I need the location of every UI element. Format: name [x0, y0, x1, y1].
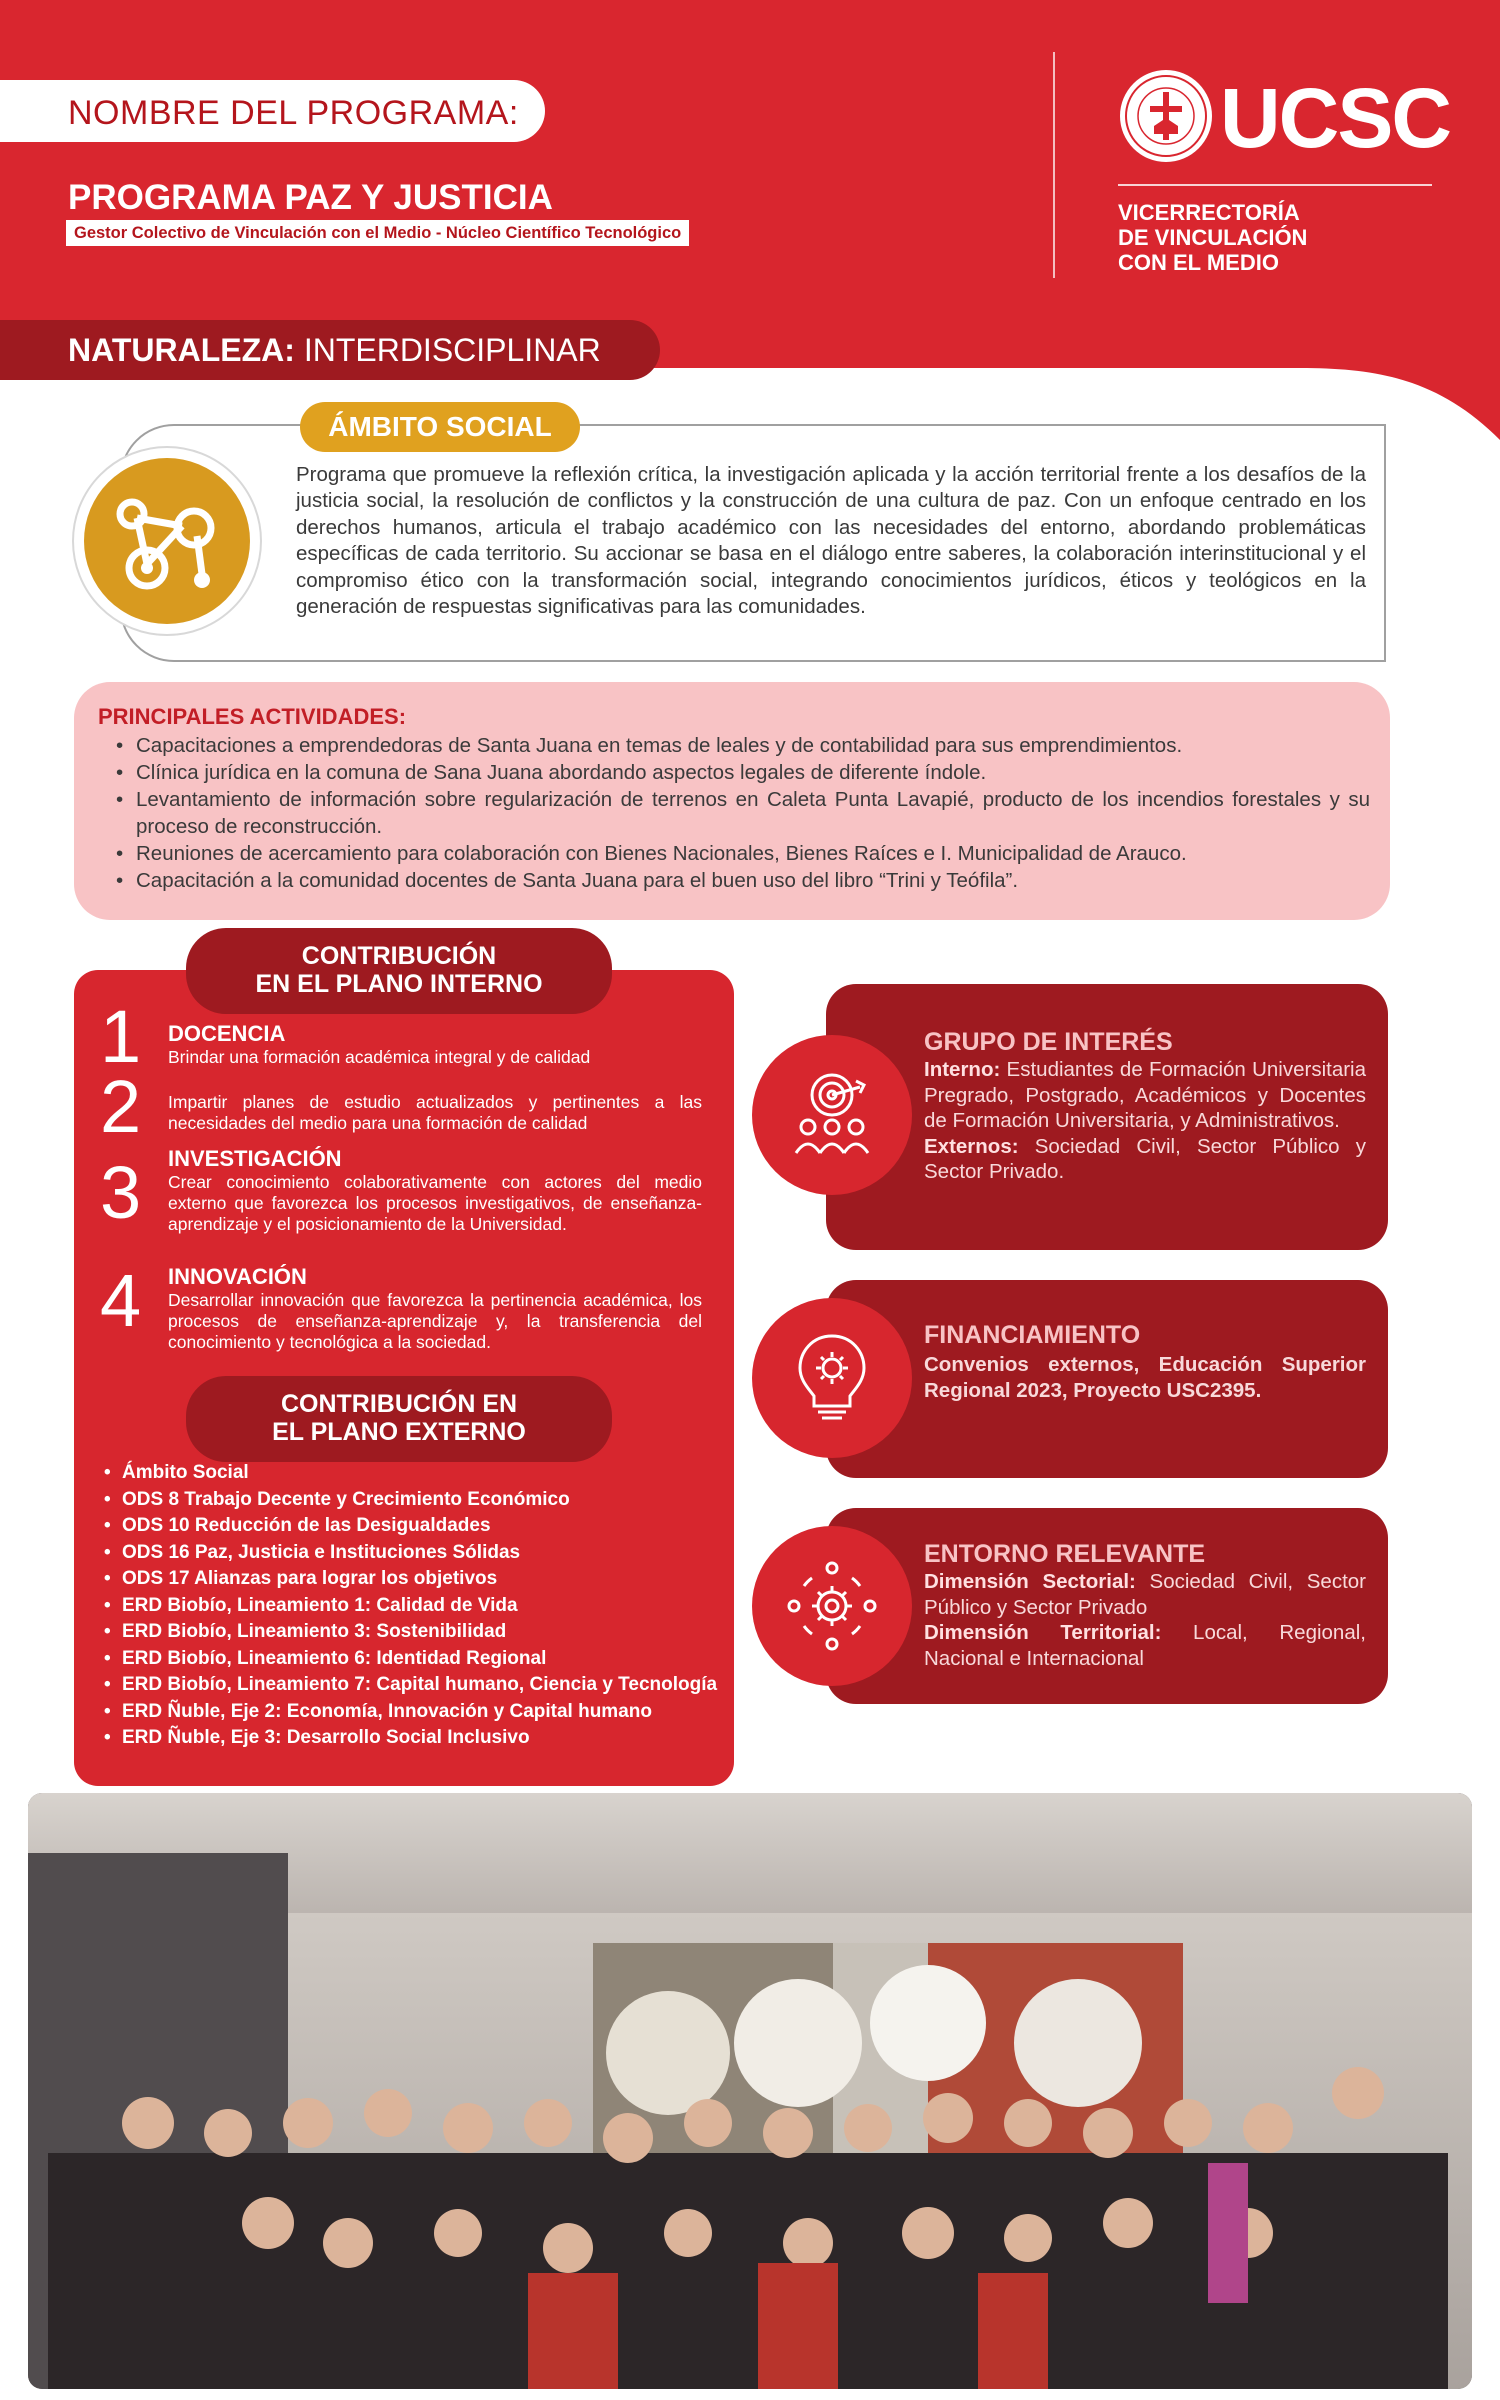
grupo-interes-title: GRUPO DE INTERÉS [924, 1028, 1173, 1056]
entorno-icon-circle [752, 1526, 912, 1686]
ambito-label-pill [300, 402, 580, 452]
docencia-text-2: Impartir planes de estudio actualizados y pertinentes a las necesidades del medio para una formación de calidad [168, 1092, 702, 1133]
lightbulb-gear-icon [782, 1328, 882, 1428]
list-item: • Capacitaciones a emprendedoras de Santa Juana en temas de leales y de contabilidad para sus emprendimientos. [110, 732, 1370, 759]
ambito-icon-circle [84, 458, 250, 624]
list-item: • ODS 16 Paz, Justicia e Instituciones Sólidas [104, 1540, 722, 1567]
financiamiento-icon-circle [752, 1298, 912, 1458]
financiamiento-title: FINANCIAMIENTO [924, 1321, 1141, 1349]
financiamiento-text: Convenios externos, Educación Superior Regional 2023, Proyecto USC2395. [924, 1353, 1366, 1402]
docencia-heading: DOCENCIA [168, 1021, 286, 1046]
grupo-externos-text: Sociedad Civil, Sector Público y Sector Privado. [924, 1134, 1366, 1183]
externo-title-line-1: CONTRIBUCIÓN EN [280, 1390, 518, 1418]
group-photo-illustration [28, 1793, 1472, 2389]
interno-title-line-2: EN EL PLANO INTERNO [255, 970, 543, 998]
program-label: NOMBRE DEL PROGRAMA: [68, 94, 519, 132]
vice-line-2: DE VINCULACIÓN [1118, 225, 1308, 250]
contribucion-interno-title [186, 928, 612, 1014]
actividades-list [110, 732, 1370, 894]
list-item: • ERD Biobío, Lineamiento 6: Identidad Regional [104, 1646, 722, 1673]
list-item: • ODS 17 Alianzas para lograr los objetivos [104, 1566, 722, 1593]
entorno-sectorial-label: Dimensión Sectorial: [924, 1570, 1136, 1593]
actividades-title: PRINCIPALES ACTIVIDADES: [98, 704, 407, 729]
grupo-interes-text [924, 1057, 1366, 1185]
list-item: • ERD Biobío, Lineamiento 3: Sostenibilidad [104, 1619, 722, 1646]
number-1: 1 [100, 995, 142, 1078]
entorno-sectorial-text: Sociedad Civil, Sector Público y Sector Privado [924, 1570, 1366, 1619]
program-label-pill [0, 80, 545, 142]
entorno-territorial-text: Local, Regional, Nacional e Internacional [924, 1621, 1366, 1670]
ambito-description: Programa que promueve la reflexión crítica, la investigación aplicada y la acción territorial frente a los desafíos de la justicia social, la resolución de conflictos y la construcción de una cultura de paz. Con un enfoque centrado en los derechos humanos, articula el trabajo académico con las necesidades del entorno, abordando problemáticas específicas de cada territorio. Su accionar se basa en el diálogo entre saberes, la colaboración interinstitucional y el compromiso ético con la transformación social, integrando conocimientos jurídicos, éticos y teológicos en la generación de respuestas significativas para las comunidades. [296, 463, 1366, 619]
list-item: • ODS 8 Trabajo Decente y Crecimiento Económico [104, 1487, 722, 1514]
logo-divider [1118, 184, 1432, 186]
list-item: • ODS 10 Reducción de las Desigualdades [104, 1513, 722, 1540]
ucsc-logo-text: UCSC [1220, 71, 1451, 165]
grupo-interno-text: Estudiantes de Formación Universitaria Pregrado, Postgrado, Académicos y Docentes de Formación Universitaria, y Administrativos. [924, 1058, 1366, 1132]
list-item: • ERD Biobío, Lineamiento 7: Capital humano, Ciencia y Tecnología [104, 1672, 722, 1699]
interno-title-line-1: CONTRIBUCIÓN [301, 942, 497, 970]
docencia-text: Brindar una formación académica integral y de calidad [168, 1047, 591, 1067]
entorno-title: ENTORNO RELEVANTE [924, 1540, 1206, 1568]
naturaleza-value: INTERDISCIPLINAR [294, 332, 601, 368]
innovacion-text: Desarrollar innovación que favorezca la pertinencia académica, los procesos de enseñanza-aprendizaje y, la transferencia del conocimiento y tecnológica a la sociedad. [168, 1290, 702, 1352]
ambito-label: ÁMBITO SOCIAL [328, 411, 552, 442]
contribucion-externo-title [186, 1376, 612, 1462]
header-divider [1053, 52, 1055, 278]
group-photo [28, 1793, 1472, 2389]
list-item: • ERD Ñuble, Eje 2: Economía, Innovación y Capital humano [104, 1699, 722, 1726]
externo-title-line-2: EL PLANO EXTERNO [272, 1418, 526, 1446]
list-item: • ERD Ñuble, Eje 3: Desarrollo Social Inclusivo [104, 1725, 722, 1752]
list-item: • Ámbito Social [104, 1460, 722, 1487]
list-item: • Reuniones de acercamiento para colaboración con Bienes Nacionales, Bienes Raíces e I. Municipalidad de Arauco. [110, 840, 1370, 867]
grupo-icon-circle [752, 1035, 912, 1195]
innovacion-heading: INNOVACIÓN [168, 1264, 307, 1289]
list-item: • Capacitación a la comunidad docentes de Santa Juana para el buen uso del libro “Trini y Teófila”. [110, 867, 1370, 894]
grupo-interno-label: Interno: [924, 1058, 1001, 1081]
program-title: PROGRAMA PAZ Y JUSTICIA [68, 178, 553, 217]
number-4: 4 [100, 1259, 142, 1342]
naturaleza-bar [0, 320, 660, 380]
externo-list [104, 1460, 722, 1752]
target-group-icon [782, 1065, 882, 1165]
list-item: • Clínica jurídica en la comuna de Sana Juana abordando aspectos legales de diferente índole. [110, 759, 1370, 786]
vice-line-1: VICERRECTORÍA [1118, 200, 1300, 225]
ucsc-seal-icon [1118, 68, 1214, 164]
investigacion-text: Crear conocimiento colaborativamente con actores del medio externo que favorezca los procesos investigativos, de enseñanza-aprendizaje y el posicionamiento de la Universidad. [168, 1172, 702, 1234]
number-3: 3 [100, 1151, 142, 1234]
naturaleza-label: NATURALEZA: [68, 332, 295, 368]
vice-line-3: CON EL MEDIO [1118, 250, 1279, 275]
network-icon [102, 476, 232, 606]
entorno-text [924, 1569, 1366, 1671]
gear-network-icon [782, 1556, 882, 1656]
list-item: • ERD Biobío, Lineamiento 1: Calidad de Vida [104, 1593, 722, 1620]
investigacion-heading: INVESTIGACIÓN [168, 1146, 342, 1171]
program-subtitle: Gestor Colectivo de Vinculación con el Medio - Núcleo Científico Tecnológico [66, 220, 689, 246]
vicerrectoria-label [1118, 200, 1307, 275]
grupo-externos-label: Externos: [924, 1134, 1019, 1158]
entorno-territorial-label: Dimensión Territorial: [924, 1621, 1162, 1644]
number-2: 2 [100, 1065, 142, 1148]
list-item: • Levantamiento de información sobre regularización de terrenos en Caleta Punta Lavapié, producto de los incendios forestales y su proceso de reconstrucción. [110, 786, 1370, 840]
